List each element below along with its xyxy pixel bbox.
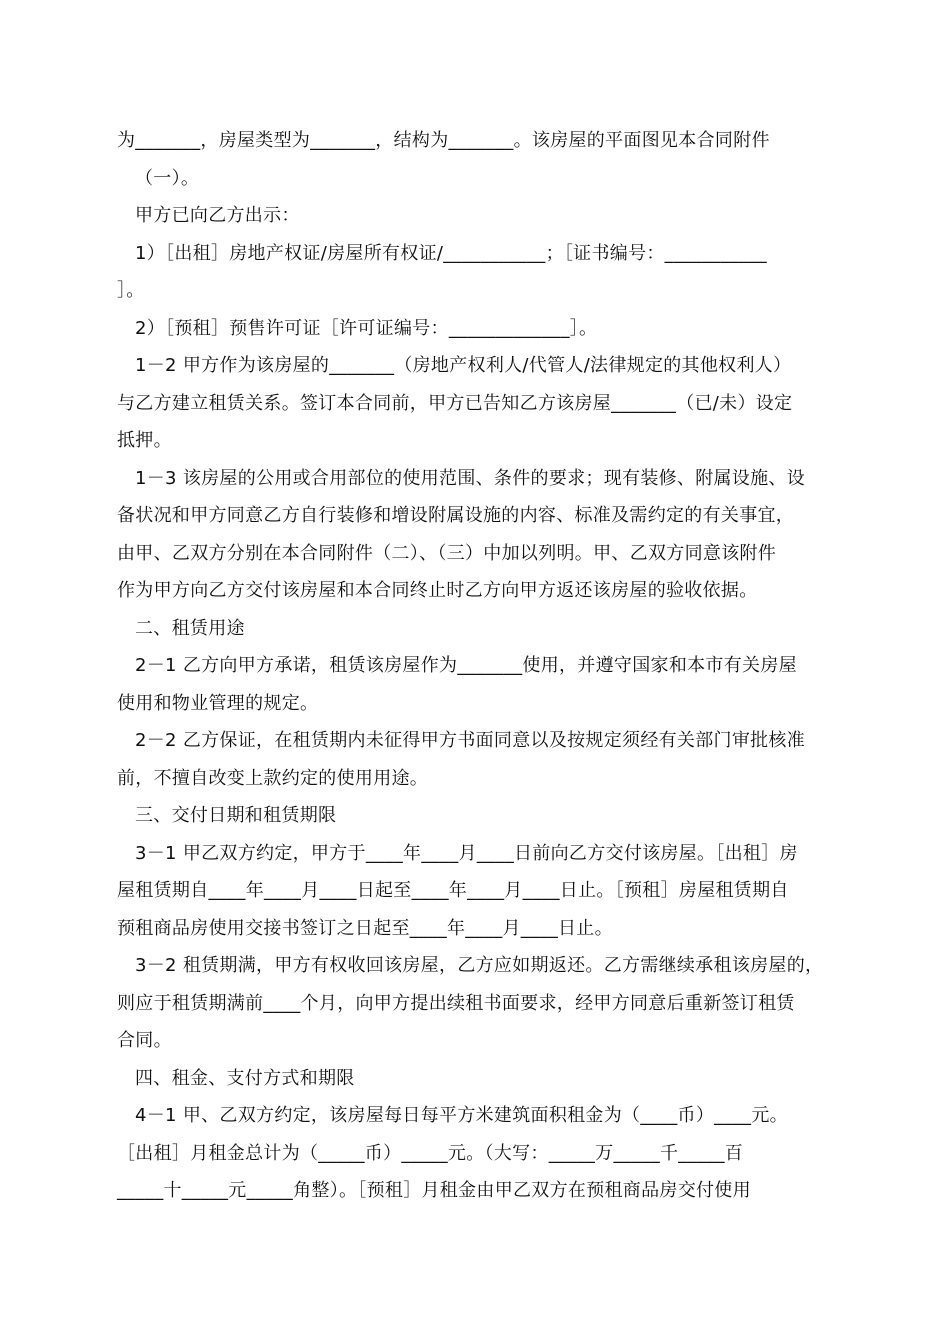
text-line: 屋租赁期自____年____月____日起至____年____月____日止。［预租］房屋租赁期自 [117,880,789,901]
text-line: _____十_____元_____角整）。［预租］月租金由甲乙双方在预租商品房交付使用 [117,1180,751,1201]
text-line: 甲方已向乙方出示： [135,205,300,226]
text-line: 则应于租赁期满前____个月，向甲方提出续租书面要求，经甲方同意后重新签订租赁 [117,992,795,1014]
contract-body [117,122,839,1210]
text-line: 2－1 乙方向甲方承诺，租赁该房屋作为_______使用，并遵守国家和本市有关房屋 [135,655,797,676]
text-line: 2）［预租］预售许可证［许可证编号：_____________］。 [135,317,598,339]
text-line: 作为甲方向乙方交付该房屋和本合同终止时乙方向甲方返还该房屋的验收依据。 [117,580,758,601]
text-line: 合同。 [117,1030,172,1051]
text-line: （一）。 [135,167,200,189]
text-line: 抵押。 [117,430,172,451]
text-line: 2－2 乙方保证，在租赁期内未征得甲方书面同意以及按规定须经有关部门审批核准 [135,730,806,751]
text-line: 4－1 甲、乙双方约定，该房屋每日每平方米建筑面积租金为（____币）____元。 [135,1105,788,1126]
text-line: 前，不擅自改变上款约定的使用用途。 [117,767,429,789]
section-heading: 四、租金、支付方式和期限 [135,1067,355,1089]
text-line: 备状况和甲方同意乙方自行装修和增设附属设施的内容、标准及需约定的有关事宜， [117,505,795,526]
text-line: 3－2 租赁期满，甲方有权收回该房屋，乙方应如期返还。乙方需继续承租该房屋的， [135,955,824,976]
text-line: 预租商品房使用交接书签订之日起至____年____月____日止。 [117,917,613,939]
text-line: 1－2 甲方作为该房屋的_______（房地产权利人/代管人/法律规定的其他权利人） [135,355,792,376]
text-line: 与乙方建立租赁关系。签订本合同前，甲方已告知乙方该房屋_______（已/未）设定 [117,392,793,414]
text-line: 1－3 该房屋的公用或合用部位的使用范围、条件的要求；现有装修、附属设施、设 [135,467,806,489]
text-line: ］。 [117,280,145,301]
section-heading: 二、租赁用途 [135,617,245,639]
text-line: 为_______，房屋类型为_______，结构为_______。该房屋的平面图见本合同附件 [117,130,770,151]
text-line: ［出租］月租金总计为（_____币）_____元。（大写：_____万_____千_____百 [117,1142,744,1164]
text-line: 由甲、乙双方分别在本合同附件（二）、（三）中加以列明。甲、乙双方同意该附件 [117,542,777,564]
section-heading: 三、交付日期和租赁期限 [135,805,337,826]
text-line: 使用和物业管理的规定。 [117,692,319,714]
text-line: 3－1 甲乙双方约定，甲方于____年____月____日前向乙方交付该房屋。［出租］房 [135,842,798,864]
text-line: 1）［出租］房地产权证/房屋所有权证/___________；［证书编号：___________ [135,242,767,264]
